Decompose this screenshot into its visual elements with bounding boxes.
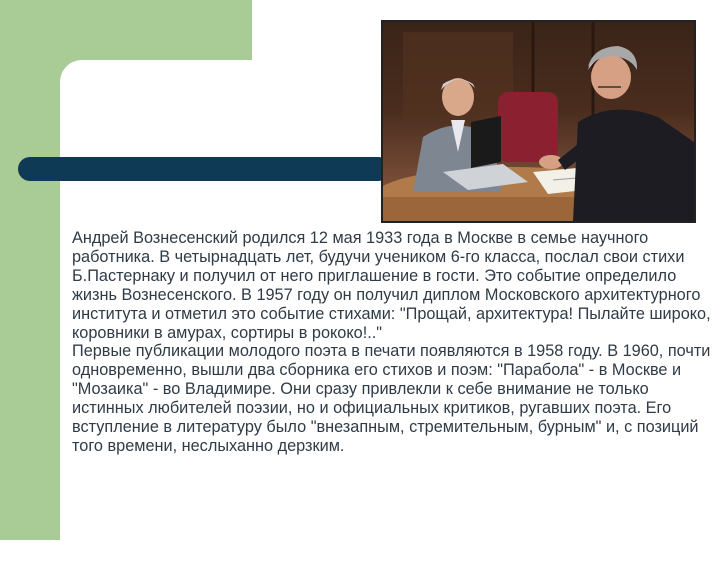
photo-illustration [383,22,694,221]
biography-text: Андрей Вознесенский родился 12 мая 1933 года в Москве в семье научного работника. В четырнадцать лет, будучи учеником 6-го класса, послал свои стихи Б.Пастернаку и получил от него приглашение в гости. Это событие определило жизнь Вознесенского. В 1957 году он получил диплом Московского архитектурного института и отметил это событие стихами: "Прощай, архитектура! Пылайте широко, коровники в амурах, сортиры в рококо!.." Первые публикации молодого поэта в печати появляются в 1958 году. В 1960, почти одновременно, вышли два сборника его стихов и поэм: "Парабола" - в Москве и "Мозаика" - во Владимире. Они сразу привлекли к себе внимание не только истинных любителей поэзии, но и официальных критиков, ругавших поэта. Его вступление в литературу было "внезапным, стремительным, бурным" и, с позиций того времени, неслыханно дерзким. [72,229,711,455]
laptop-screen [471,116,501,168]
title-bar-decoration [18,157,390,181]
man-right-head [591,55,631,99]
green-decor-strip [0,60,60,540]
photo-two-men-at-table [381,20,696,223]
red-chair [498,92,558,162]
man-right-jacket [573,110,694,221]
